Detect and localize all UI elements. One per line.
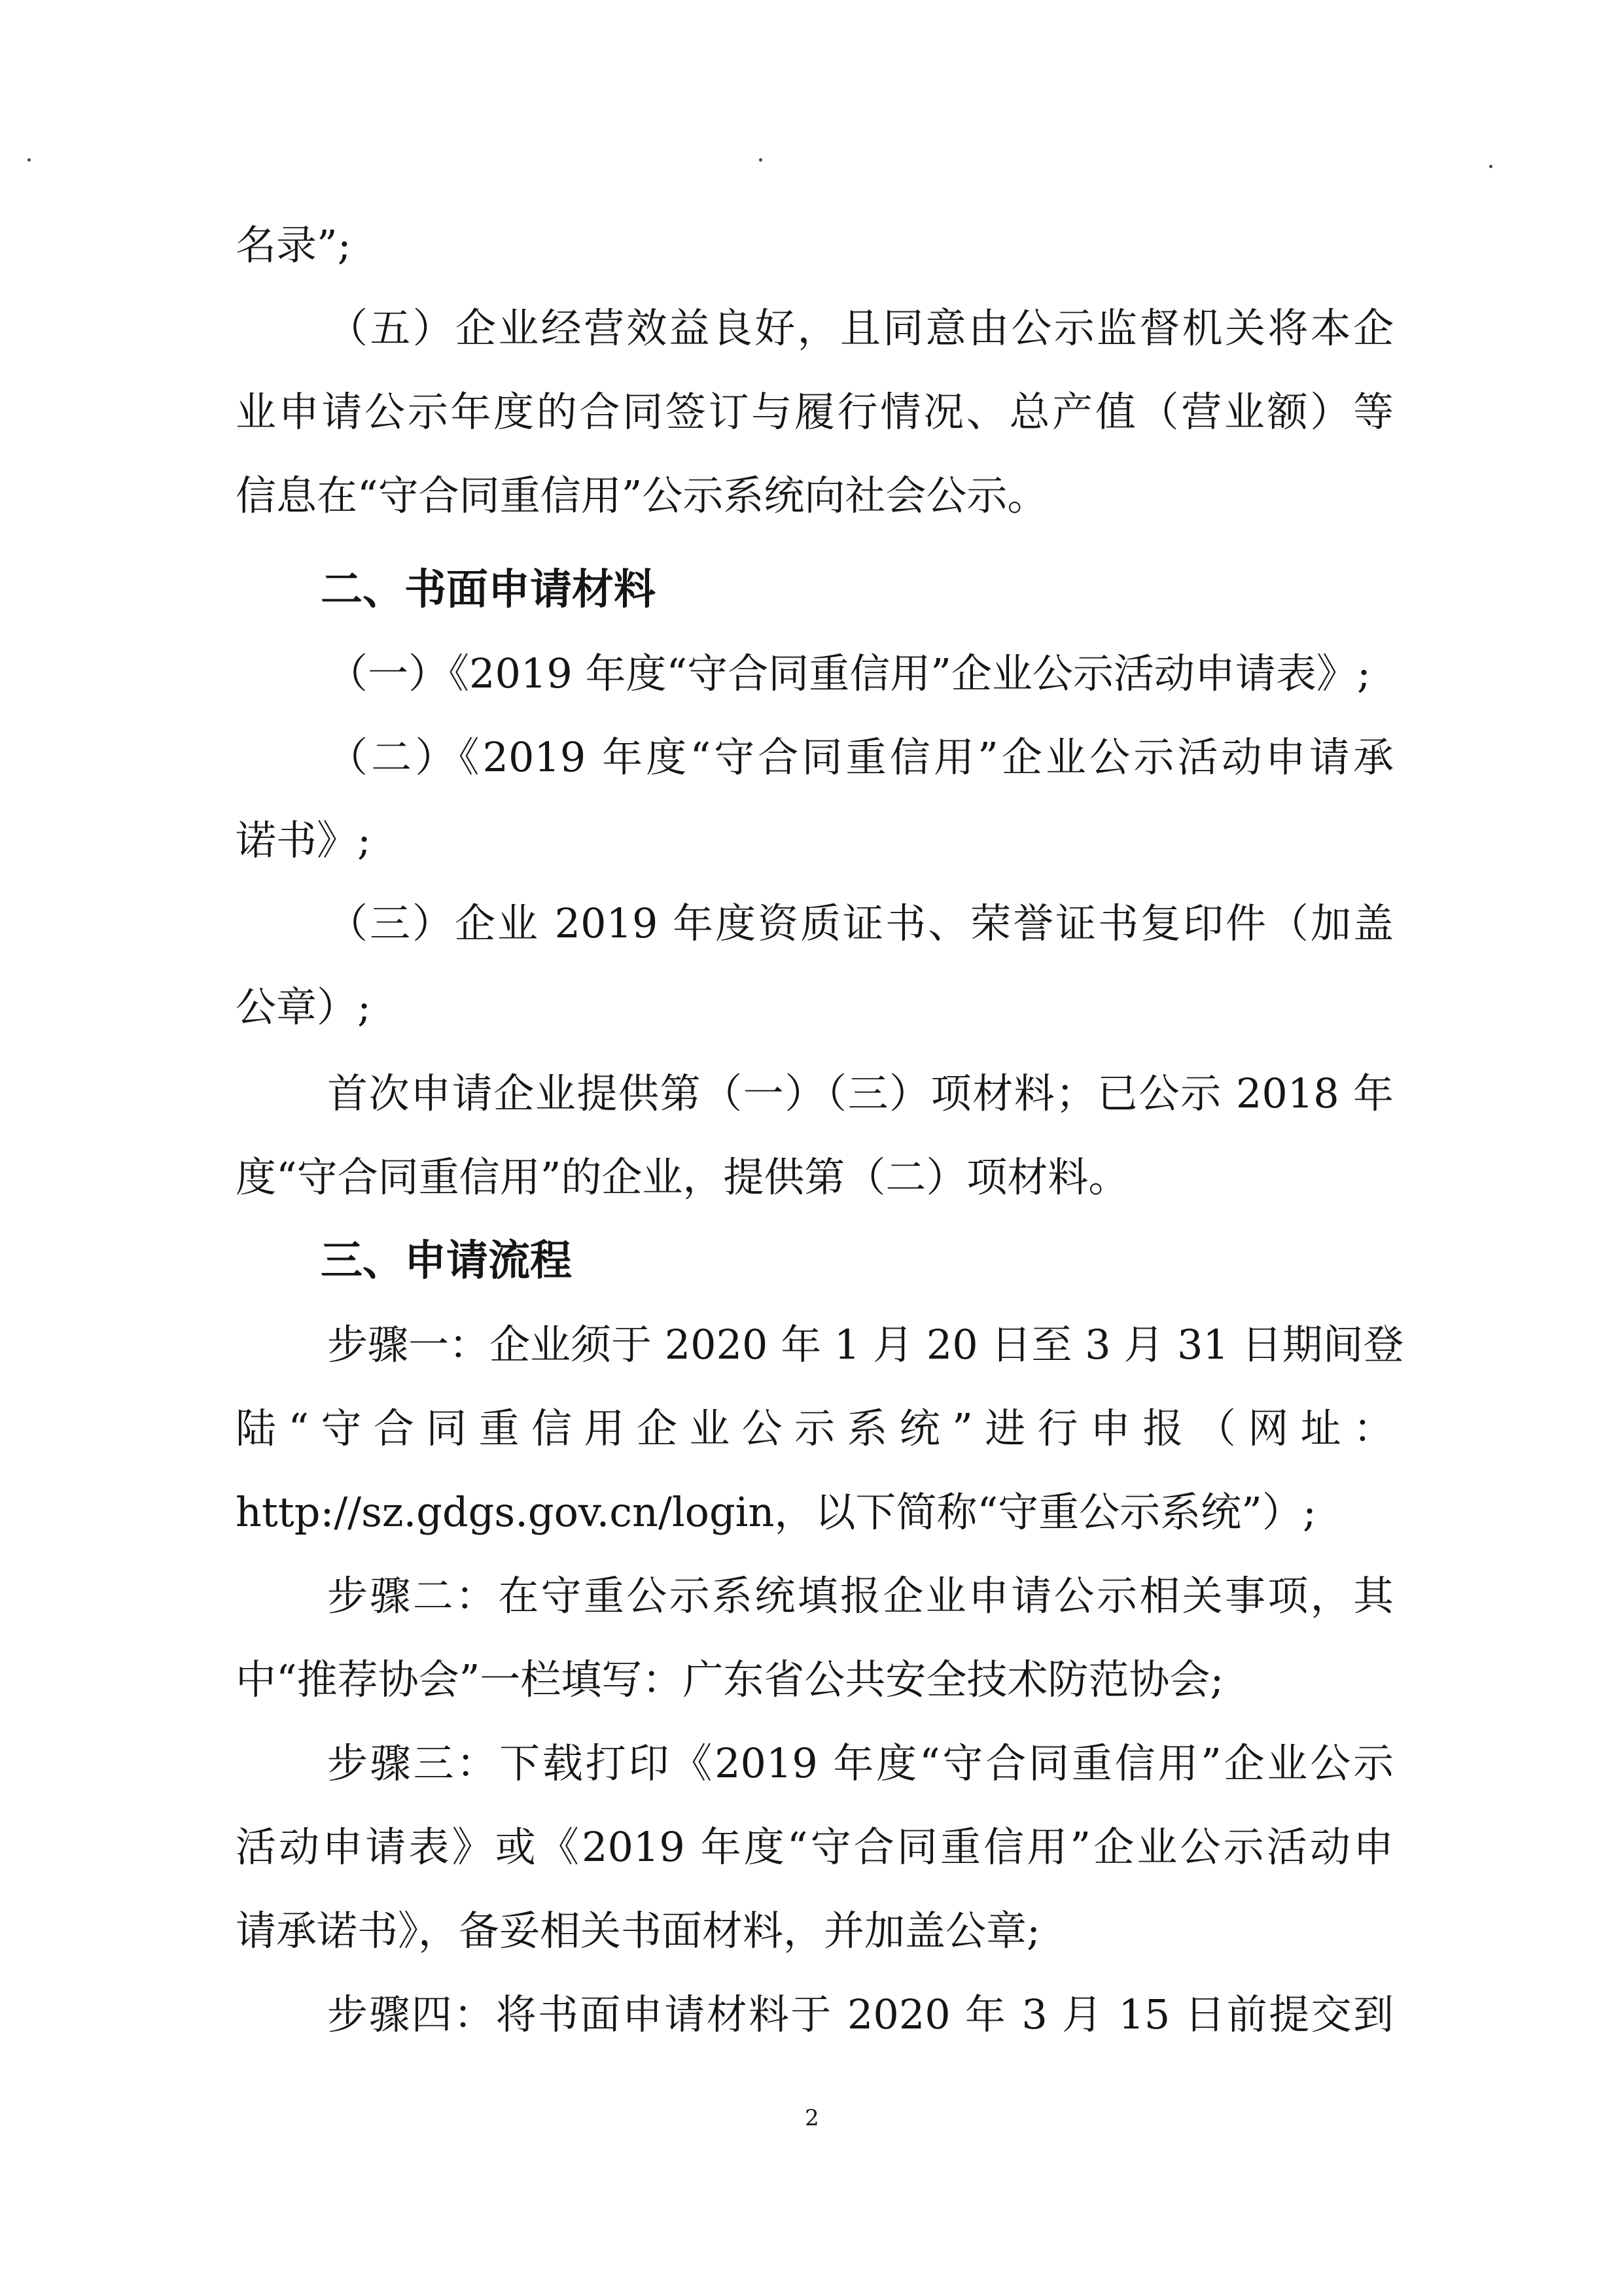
text-line: 步骤三：下载打印《2019 年度“守合同重信用”企业公示 <box>327 1739 1394 1787</box>
scan-mark <box>759 158 762 162</box>
page-number: 2 <box>805 2105 819 2131</box>
section-heading: 二、书面申请材料 <box>321 566 656 614</box>
text-line: 步骤二：在守重公示系统填报企业申请公示相关事项，其 <box>327 1572 1394 1620</box>
text-line: 名录”; <box>236 221 351 269</box>
scan-mark <box>27 158 31 162</box>
text-line: http://sz.gdgs.gov.cn/login，以下简称“守重公示系统”）; <box>236 1488 1316 1536</box>
text-line: （三）企业 2019 年度资质证书、荣誉证书复印件（加盖 <box>327 899 1394 947</box>
scan-mark <box>1489 165 1492 168</box>
section-heading: 三、申请流程 <box>321 1237 572 1285</box>
text-line: （二）《2019 年度“守合同重信用”企业公示活动申请承 <box>327 733 1394 781</box>
text-line: 中“推荐协会”一栏填写：广东省公共安全技术防范协会; <box>236 1656 1224 1703</box>
text-line: （一）《2019 年度“守合同重信用”企业公示活动申请表》; <box>327 650 1371 697</box>
text-line: 步骤一：企业须于 2020 年 1 月 20 日至 3 月 31 日期间登 <box>327 1321 1404 1368</box>
text-line: 公章）; <box>236 983 371 1031</box>
text-line: 首次申请企业提供第（一）（三）项材料；已公示 2018 年 <box>327 1070 1394 1117</box>
text-line: 请承诺书》，备妥相关书面材料，并加盖公章; <box>236 1907 1040 1955</box>
text-line: 信息在“守合同重信用”公示系统向社会公示。 <box>236 472 1048 519</box>
text-line: 业申请公示年度的合同签订与履行情况、总产值（营业额）等 <box>236 388 1394 436</box>
text-line: （五）企业经营效益良好，且同意由公示监督机关将本企 <box>327 304 1394 352</box>
text-line: 陆“守合同重信用企业公示系统”进行申报（网址： <box>236 1404 1394 1452</box>
text-line: 诺书》; <box>236 816 371 864</box>
text-line: 活动申请表》或《2019 年度“守合同重信用”企业公示活动申 <box>236 1823 1394 1871</box>
text-line: 度“守合同重信用”的企业，提供第（二）项材料。 <box>236 1153 1129 1201</box>
text-line: 步骤四：将书面申请材料于 2020 年 3 月 15 日前提交到 <box>327 1991 1394 2038</box>
